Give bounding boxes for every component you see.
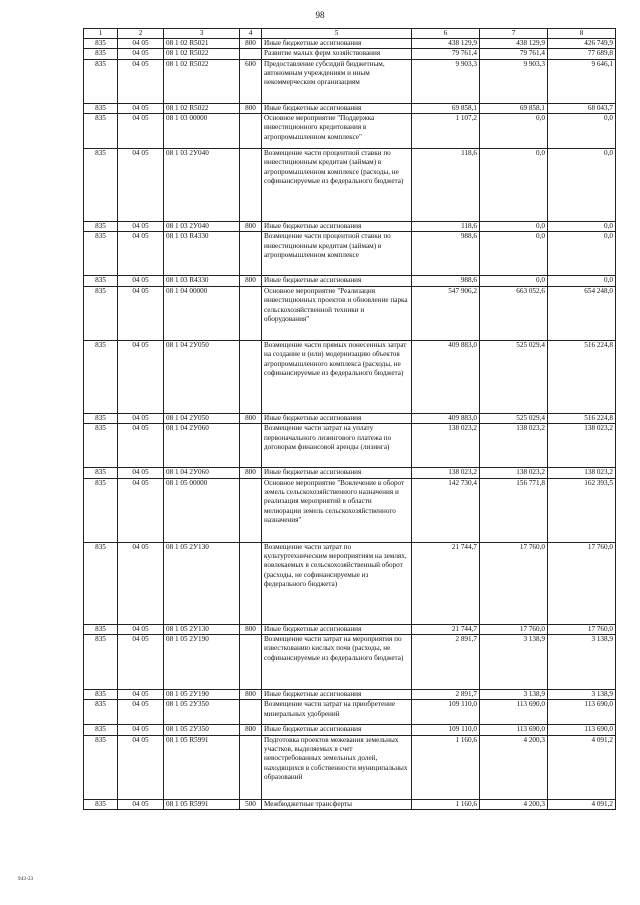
code-cell: 835 bbox=[84, 542, 118, 624]
code-cell: 835 bbox=[84, 276, 118, 286]
section-cell: 04 05 bbox=[118, 689, 164, 699]
amount-cell-6: 79 761,4 bbox=[412, 49, 480, 59]
amount-cell-7: 0,0 bbox=[480, 222, 548, 232]
amount-cell-6: 118,6 bbox=[412, 149, 480, 222]
expense-type-cell bbox=[240, 634, 262, 689]
amount-cell-7: 3 138,9 bbox=[480, 689, 548, 699]
code-cell: 835 bbox=[84, 222, 118, 232]
item-name-cell: Иные бюджетные ассигнования bbox=[262, 689, 412, 699]
amount-cell-6: 138 023,2 bbox=[412, 424, 480, 468]
amount-cell-8: 138 023,2 bbox=[548, 424, 616, 468]
expense-type-cell: 800 bbox=[240, 222, 262, 232]
code-cell: 835 bbox=[84, 424, 118, 468]
target-article-cell: 08 1 02 R5022 bbox=[164, 49, 240, 59]
expense-type-cell: 800 bbox=[240, 468, 262, 478]
expense-type-cell: 800 bbox=[240, 39, 262, 49]
amount-cell-6: 409 883,0 bbox=[412, 413, 480, 423]
table-row bbox=[84, 59, 616, 103]
table-row bbox=[84, 413, 616, 423]
amount-cell-8: 138 023,2 bbox=[548, 468, 616, 478]
amount-cell-7: 9 903,3 bbox=[480, 59, 548, 103]
amount-cell-7: 525 029,4 bbox=[480, 413, 548, 423]
code-cell: 835 bbox=[84, 624, 118, 634]
section-cell: 04 05 bbox=[118, 114, 164, 149]
amount-cell-8: 0,0 bbox=[548, 114, 616, 149]
target-article-cell: 08 1 02 R5021 bbox=[164, 39, 240, 49]
amount-cell-8: 17 760,0 bbox=[548, 624, 616, 634]
item-name-cell: Возмещение части затрат на приобретение минеральных удобрений bbox=[262, 700, 412, 725]
table-row bbox=[84, 222, 616, 232]
item-name-cell: Основное мероприятие "Поддержка инвестиционного кредитования в агропромышленном комплексе" bbox=[262, 114, 412, 149]
section-cell: 04 05 bbox=[118, 634, 164, 689]
code-cell: 835 bbox=[84, 799, 118, 809]
amount-cell-7: 113 690,0 bbox=[480, 725, 548, 735]
target-article-cell: 08 1 05 2У130 bbox=[164, 542, 240, 624]
table-body bbox=[84, 39, 616, 810]
code-cell: 835 bbox=[84, 340, 118, 413]
section-cell: 04 05 bbox=[118, 542, 164, 624]
amount-cell-7: 17 760,0 bbox=[480, 542, 548, 624]
amount-cell-8: 0,0 bbox=[548, 222, 616, 232]
table-row bbox=[84, 286, 616, 340]
amount-cell-7: 138 023,2 bbox=[480, 424, 548, 468]
header-cell: 7 bbox=[480, 29, 548, 39]
item-name-cell: Иные бюджетные ассигнования bbox=[262, 222, 412, 232]
code-cell: 835 bbox=[84, 735, 118, 799]
section-cell: 04 05 bbox=[118, 468, 164, 478]
section-cell: 04 05 bbox=[118, 799, 164, 809]
table-row bbox=[84, 478, 616, 542]
amount-cell-6: 21 744,7 bbox=[412, 542, 480, 624]
code-cell: 835 bbox=[84, 232, 118, 276]
expense-type-cell: 600 bbox=[240, 59, 262, 103]
expense-type-cell bbox=[240, 149, 262, 222]
section-cell: 04 05 bbox=[118, 413, 164, 423]
target-article-cell: 08 1 05 R5991 bbox=[164, 735, 240, 799]
section-cell: 04 05 bbox=[118, 340, 164, 413]
item-name-cell: Межбюджетные трансферты bbox=[262, 799, 412, 809]
target-article-cell: 08 1 03 R4330 bbox=[164, 276, 240, 286]
section-cell: 04 05 bbox=[118, 286, 164, 340]
table-row bbox=[84, 424, 616, 468]
expense-type-cell: 500 bbox=[240, 799, 262, 809]
amount-cell-7: 113 690,0 bbox=[480, 700, 548, 725]
amount-cell-8: 654 248,0 bbox=[548, 286, 616, 340]
item-name-cell: Возмещение части затрат на мероприятия по известкованию кислых почв (расходы, не софинансируемые из федерального бюджета) bbox=[262, 634, 412, 689]
table-row bbox=[84, 634, 616, 689]
amount-cell-7: 3 138,9 bbox=[480, 634, 548, 689]
amount-cell-6: 21 744,7 bbox=[412, 624, 480, 634]
amount-cell-8: 113 690,0 bbox=[548, 700, 616, 725]
amount-cell-8: 9 646,1 bbox=[548, 59, 616, 103]
expense-type-cell: 800 bbox=[240, 725, 262, 735]
table-row bbox=[84, 103, 616, 113]
amount-cell-8: 68 043,7 bbox=[548, 103, 616, 113]
item-name-cell: Иные бюджетные ассигнования bbox=[262, 39, 412, 49]
section-cell: 04 05 bbox=[118, 735, 164, 799]
item-name-cell: Иные бюджетные ассигнования bbox=[262, 725, 412, 735]
code-cell: 835 bbox=[84, 103, 118, 113]
target-article-cell: 08 1 05 R5991 bbox=[164, 799, 240, 809]
amount-cell-7: 79 761,4 bbox=[480, 49, 548, 59]
target-article-cell: 08 1 05 2У190 bbox=[164, 634, 240, 689]
item-name-cell: Предоставление субсидий бюджетным, автономным учреждениям и иным некоммерческим организациям bbox=[262, 59, 412, 103]
item-name-cell: Иные бюджетные ассигнования bbox=[262, 103, 412, 113]
amount-cell-8: 516 224,8 bbox=[548, 413, 616, 423]
amount-cell-6: 118,6 bbox=[412, 222, 480, 232]
amount-cell-8: 3 138,9 bbox=[548, 634, 616, 689]
expense-type-cell: 800 bbox=[240, 689, 262, 699]
item-name-cell: Возмещение части процентной ставки по инвестиционным кредитам (займам) в агропромышленном комплексе bbox=[262, 232, 412, 276]
target-article-cell: 08 1 04 2У050 bbox=[164, 340, 240, 413]
amount-cell-7: 0,0 bbox=[480, 276, 548, 286]
table-row bbox=[84, 735, 616, 799]
section-cell: 04 05 bbox=[118, 624, 164, 634]
table-row bbox=[84, 468, 616, 478]
amount-cell-6: 988,6 bbox=[412, 276, 480, 286]
amount-cell-8: 0,0 bbox=[548, 149, 616, 222]
amount-cell-7: 69 858,1 bbox=[480, 103, 548, 113]
target-article-cell: 08 1 04 2У060 bbox=[164, 424, 240, 468]
amount-cell-7: 4 200,3 bbox=[480, 799, 548, 809]
expense-type-cell bbox=[240, 478, 262, 542]
code-cell: 835 bbox=[84, 700, 118, 725]
section-cell: 04 05 bbox=[118, 725, 164, 735]
amount-cell-6: 9 903,3 bbox=[412, 59, 480, 103]
table-row bbox=[84, 542, 616, 624]
target-article-cell: 08 1 03 00000 bbox=[164, 114, 240, 149]
amount-cell-8: 4 091,2 bbox=[548, 799, 616, 809]
amount-cell-7: 17 760,0 bbox=[480, 624, 548, 634]
expense-type-cell bbox=[240, 286, 262, 340]
expense-type-cell bbox=[240, 49, 262, 59]
table-row bbox=[84, 725, 616, 735]
section-cell: 04 05 bbox=[118, 424, 164, 468]
item-name-cell: Подготовка проектов межевания земельных участков, выделяемых в счет невостребованных земельных долей, находящихся в собственности муниципальных образований bbox=[262, 735, 412, 799]
expense-type-cell: 800 bbox=[240, 103, 262, 113]
table-row bbox=[84, 149, 616, 222]
code-cell: 835 bbox=[84, 725, 118, 735]
amount-cell-8: 113 690,0 bbox=[548, 725, 616, 735]
expense-type-cell: 800 bbox=[240, 413, 262, 423]
amount-cell-8: 0,0 bbox=[548, 276, 616, 286]
item-name-cell: Возмещение части затрат по культуртехническим мероприятиям на землях, вовлекаемых в сельскохозяйственный оборот (расходы, не софинансируемые из федерального бюджета) bbox=[262, 542, 412, 624]
target-article-cell: 08 1 05 2У350 bbox=[164, 700, 240, 725]
section-cell: 04 05 bbox=[118, 39, 164, 49]
amount-cell-6: 547 906,2 bbox=[412, 286, 480, 340]
amount-cell-7: 0,0 bbox=[480, 149, 548, 222]
item-name-cell: Возмещение части процентной ставки по инвестиционным кредитам (займам) в агропромышленном комплексе (расходы, не софинансируемые из федерального бюджета) bbox=[262, 149, 412, 222]
code-cell: 835 bbox=[84, 689, 118, 699]
target-article-cell: 08 1 03 R4330 bbox=[164, 232, 240, 276]
target-article-cell: 08 1 04 2У050 bbox=[164, 413, 240, 423]
amount-cell-6: 2 891,7 bbox=[412, 689, 480, 699]
amount-cell-8: 77 689,8 bbox=[548, 49, 616, 59]
section-cell: 04 05 bbox=[118, 232, 164, 276]
target-article-cell: 08 1 02 R5022 bbox=[164, 59, 240, 103]
code-cell: 835 bbox=[84, 478, 118, 542]
amount-cell-7: 156 771,8 bbox=[480, 478, 548, 542]
section-cell: 04 05 bbox=[118, 103, 164, 113]
amount-cell-6: 138 023,2 bbox=[412, 468, 480, 478]
target-article-cell: 08 1 04 2У060 bbox=[164, 468, 240, 478]
header-cell: 4 bbox=[240, 29, 262, 39]
target-article-cell: 08 1 05 00000 bbox=[164, 478, 240, 542]
item-name-cell: Основное мероприятие "Вовлечение в оборот земель сельскохозяйственного назначения и реализация мероприятий в области мелиорации земель сельскохозяйственного назначения" bbox=[262, 478, 412, 542]
amount-cell-8: 3 138,9 bbox=[548, 689, 616, 699]
header-cell: 1 bbox=[84, 29, 118, 39]
item-name-cell: Развитие малых ферм хозяйствования bbox=[262, 49, 412, 59]
amount-cell-6: 988,6 bbox=[412, 232, 480, 276]
amount-cell-6: 438 129,9 bbox=[412, 39, 480, 49]
expense-type-cell bbox=[240, 542, 262, 624]
header-cell: 5 bbox=[262, 29, 412, 39]
target-article-cell: 08 1 04 00000 bbox=[164, 286, 240, 340]
amount-cell-8: 162 393,5 bbox=[548, 478, 616, 542]
amount-cell-8: 516 224,8 bbox=[548, 340, 616, 413]
amount-cell-7: 438 129,9 bbox=[480, 39, 548, 49]
table-row bbox=[84, 340, 616, 413]
amount-cell-6: 142 730,4 bbox=[412, 478, 480, 542]
table-row bbox=[84, 700, 616, 725]
amount-cell-7: 525 029,4 bbox=[480, 340, 548, 413]
page-number: 98 bbox=[315, 10, 325, 20]
item-name-cell: Иные бюджетные ассигнования bbox=[262, 413, 412, 423]
header-cell: 2 bbox=[118, 29, 164, 39]
table-row bbox=[84, 114, 616, 149]
amount-cell-7: 0,0 bbox=[480, 114, 548, 149]
target-article-cell: 08 1 02 R5022 bbox=[164, 103, 240, 113]
amount-cell-8: 17 760,0 bbox=[548, 542, 616, 624]
expense-type-cell: 800 bbox=[240, 276, 262, 286]
header-cell: 6 bbox=[412, 29, 480, 39]
expense-type-cell bbox=[240, 424, 262, 468]
section-cell: 04 05 bbox=[118, 222, 164, 232]
amount-cell-6: 109 110,0 bbox=[412, 700, 480, 725]
code-cell: 835 bbox=[84, 634, 118, 689]
amount-cell-6: 409 883,0 bbox=[412, 340, 480, 413]
table-row bbox=[84, 624, 616, 634]
code-cell: 835 bbox=[84, 286, 118, 340]
budget-table bbox=[83, 28, 616, 810]
amount-cell-6: 1 160,6 bbox=[412, 799, 480, 809]
amount-cell-7: 4 200,3 bbox=[480, 735, 548, 799]
amount-cell-6: 69 858,1 bbox=[412, 103, 480, 113]
section-cell: 04 05 bbox=[118, 478, 164, 542]
table-row bbox=[84, 276, 616, 286]
code-cell: 835 bbox=[84, 468, 118, 478]
table-row bbox=[84, 689, 616, 699]
amount-cell-8: 0,0 bbox=[548, 232, 616, 276]
target-article-cell: 08 1 03 2У040 bbox=[164, 149, 240, 222]
item-name-cell: Основное мероприятие "Реализация инвестиционных проектов и обновление парка сельскохозяйственной техники и оборудования" bbox=[262, 286, 412, 340]
amount-cell-6: 1 107,2 bbox=[412, 114, 480, 149]
code-cell: 835 bbox=[84, 49, 118, 59]
expense-type-cell bbox=[240, 700, 262, 725]
target-article-cell: 08 1 05 2У190 bbox=[164, 689, 240, 699]
amount-cell-8: 426 749,9 bbox=[548, 39, 616, 49]
section-cell: 04 05 bbox=[118, 49, 164, 59]
amount-cell-6: 2 891,7 bbox=[412, 634, 480, 689]
item-name-cell: Возмещение части прямых понесенных затрат на создание и (или) модернизацию объектов агропромышленного комплекса (расходы, не софинансируемые из федерального бюджета) bbox=[262, 340, 412, 413]
code-cell: 835 bbox=[84, 114, 118, 149]
header-cell: 8 bbox=[548, 29, 616, 39]
item-name-cell: Иные бюджетные ассигнования bbox=[262, 624, 412, 634]
expense-type-cell bbox=[240, 114, 262, 149]
amount-cell-6: 1 160,6 bbox=[412, 735, 480, 799]
expense-type-cell bbox=[240, 340, 262, 413]
document-code: 943-23 bbox=[18, 877, 34, 882]
amount-cell-8: 4 091,2 bbox=[548, 735, 616, 799]
expense-type-cell bbox=[240, 232, 262, 276]
section-cell: 04 05 bbox=[118, 59, 164, 103]
table-row bbox=[84, 39, 616, 49]
item-name-cell: Иные бюджетные ассигнования bbox=[262, 276, 412, 286]
table-row bbox=[84, 232, 616, 276]
target-article-cell: 08 1 05 2У130 bbox=[164, 624, 240, 634]
code-cell: 835 bbox=[84, 149, 118, 222]
code-cell: 835 bbox=[84, 59, 118, 103]
item-name-cell: Возмещение части затрат на уплату первоначального лизингового платежа по договорам финансовой аренды (лизинга) bbox=[262, 424, 412, 468]
item-name-cell: Иные бюджетные ассигнования bbox=[262, 468, 412, 478]
header-cell: 3 bbox=[164, 29, 240, 39]
table-row bbox=[84, 799, 616, 809]
amount-cell-6: 109 110,0 bbox=[412, 725, 480, 735]
amount-cell-7: 663 052,6 bbox=[480, 286, 548, 340]
table-row bbox=[84, 49, 616, 59]
code-cell: 835 bbox=[84, 413, 118, 423]
amount-cell-7: 0,0 bbox=[480, 232, 548, 276]
expense-type-cell bbox=[240, 735, 262, 799]
header-row bbox=[84, 29, 616, 39]
section-cell: 04 05 bbox=[118, 700, 164, 725]
amount-cell-7: 138 023,2 bbox=[480, 468, 548, 478]
target-article-cell: 08 1 03 2У040 bbox=[164, 222, 240, 232]
target-article-cell: 08 1 05 2У350 bbox=[164, 725, 240, 735]
section-cell: 04 05 bbox=[118, 276, 164, 286]
expense-type-cell: 800 bbox=[240, 624, 262, 634]
code-cell: 835 bbox=[84, 39, 118, 49]
section-cell: 04 05 bbox=[118, 149, 164, 222]
